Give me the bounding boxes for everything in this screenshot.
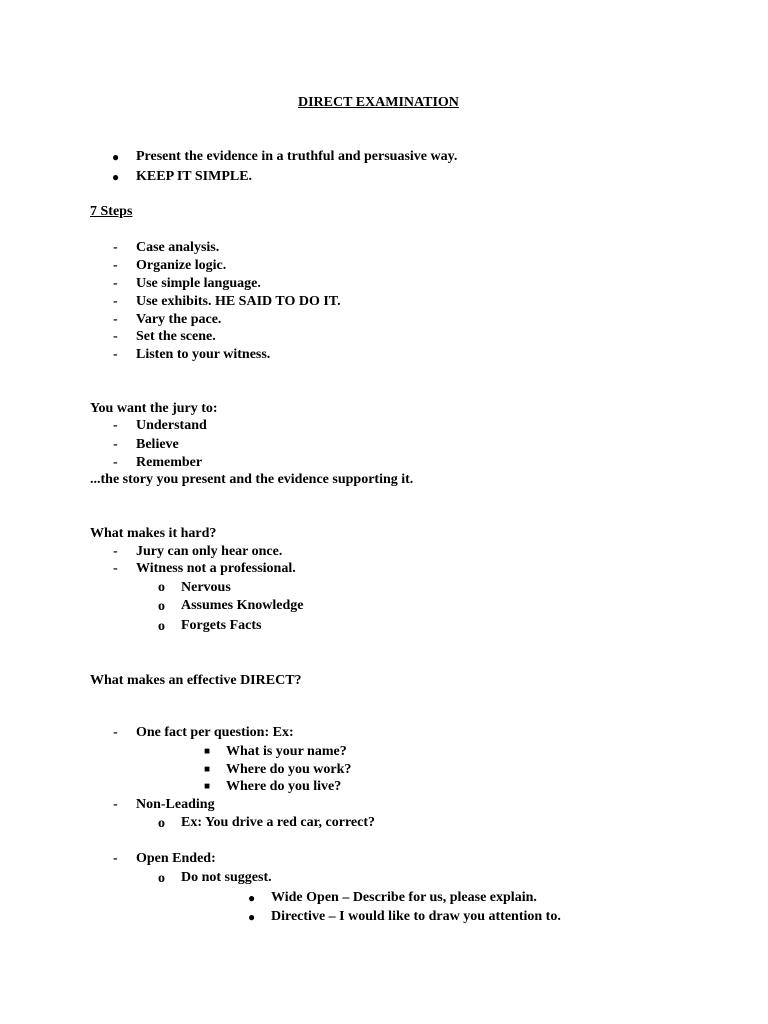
dash-marker: - <box>113 437 118 452</box>
example-question: Where do you live? <box>226 779 342 794</box>
dash-marker: - <box>113 544 118 559</box>
circle-marker: o <box>158 599 165 614</box>
step-item: Vary the pace. <box>136 312 222 327</box>
dash-marker: - <box>113 329 118 344</box>
dash-marker: - <box>113 851 118 866</box>
bullet-marker: ● <box>248 910 256 924</box>
dash-marker: - <box>113 561 118 576</box>
example-question: Where do you work? <box>226 762 352 777</box>
page-title: DIRECT EXAMINATION <box>298 95 459 110</box>
jury-item: Remember <box>136 455 203 470</box>
bullet-marker: ● <box>248 891 256 905</box>
hard-item: Jury can only hear once. <box>136 544 283 559</box>
intro-bullet-1: Present the evidence in a truthful and persuasive way. <box>136 149 458 164</box>
jury-item: Understand <box>136 418 207 433</box>
dash-marker: - <box>113 258 118 273</box>
step-item: Organize logic. <box>136 258 227 273</box>
bullet-marker: ● <box>112 150 120 164</box>
hard-heading: What makes it hard? <box>90 526 217 541</box>
dash-marker: - <box>113 240 118 255</box>
hard-sub-item: Forgets Facts <box>181 618 262 633</box>
step-item: Case analysis. <box>136 240 220 255</box>
step-item: Use exhibits. HE SAID TO DO IT. <box>136 294 341 309</box>
jury-item: Believe <box>136 437 179 452</box>
dash-marker: - <box>113 347 118 362</box>
dash-marker: - <box>113 312 118 327</box>
effective-heading: What makes an effective DIRECT? <box>90 673 302 688</box>
bullet-marker: ● <box>112 170 120 184</box>
dash-marker: - <box>113 294 118 309</box>
jury-heading: You want the jury to: <box>90 401 218 416</box>
circle-marker: o <box>158 871 165 886</box>
square-marker: ■ <box>204 746 211 757</box>
step-item: Listen to your witness. <box>136 347 271 362</box>
dash-marker: - <box>113 725 118 740</box>
circle-marker: o <box>158 816 165 831</box>
hard-sub-item: Assumes Knowledge <box>181 598 304 613</box>
step-item: Use simple language. <box>136 276 261 291</box>
square-marker: ■ <box>204 781 211 792</box>
steps-heading: 7 Steps <box>90 204 133 219</box>
dash-marker: - <box>113 455 118 470</box>
circle-marker: o <box>158 580 165 595</box>
example-question: What is your name? <box>226 744 347 759</box>
open-ended-item: Open Ended: <box>136 851 216 866</box>
non-leading-example: Ex: You drive a red car, correct? <box>181 815 376 830</box>
step-item: Set the scene. <box>136 329 216 344</box>
hard-sub-item: Nervous <box>181 580 231 595</box>
one-fact-item: One fact per question: Ex: <box>136 725 294 740</box>
square-marker: ■ <box>204 764 211 775</box>
dash-marker: - <box>113 418 118 433</box>
intro-bullet-2: KEEP IT SIMPLE. <box>136 169 253 184</box>
open-ended-sub-item: Directive – I would like to draw you attention to. <box>271 909 561 924</box>
open-ended-sub-item: Wide Open – Describe for us, please explain. <box>271 890 537 905</box>
dash-marker: - <box>113 276 118 291</box>
circle-marker: o <box>158 619 165 634</box>
open-ended-sub: Do not suggest. <box>181 870 272 885</box>
hard-item: Witness not a professional. <box>136 561 296 576</box>
non-leading-item: Non-Leading <box>136 797 215 812</box>
dash-marker: - <box>113 797 118 812</box>
jury-tail: ...the story you present and the evidence supporting it. <box>90 472 414 487</box>
